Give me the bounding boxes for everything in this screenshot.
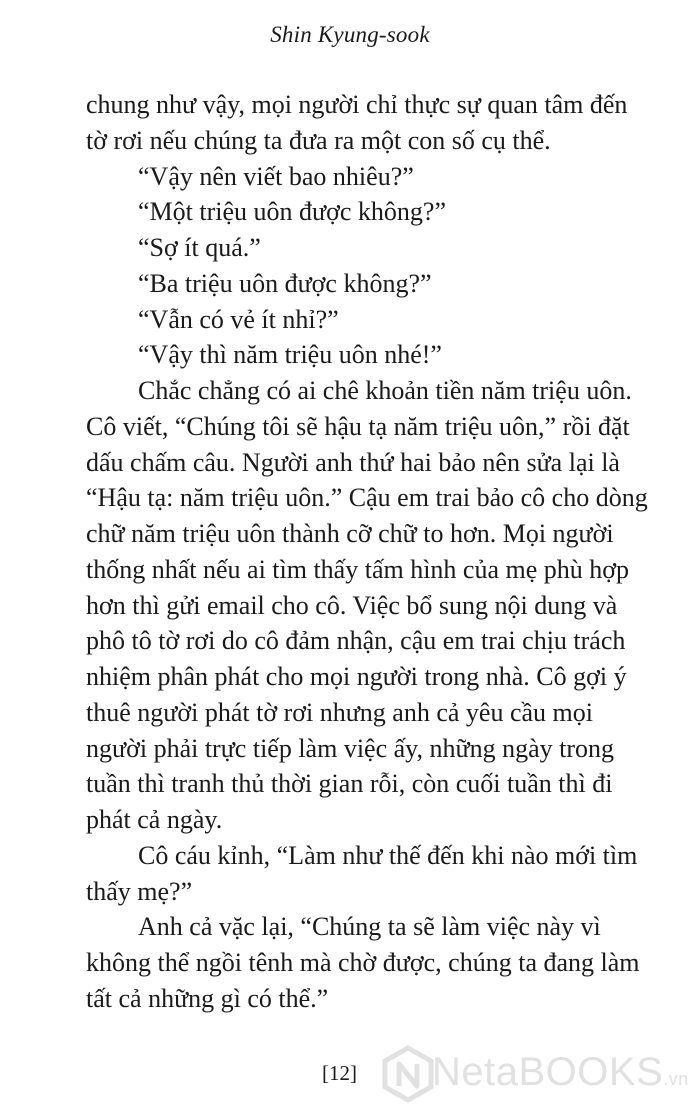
- text-line: thấy mẹ?”: [86, 876, 193, 906]
- watermark-brand-name: NetaBOOKS: [432, 1050, 664, 1094]
- netabooks-logo-icon: [378, 1044, 438, 1104]
- text-line: không thể ngồi tênh mà chờ được, chúng ta đang làm: [86, 948, 640, 977]
- text-line: “Hậu tạ: năm triệu uôn.” Cậu em trai bảo cô cho dòng: [86, 483, 648, 513]
- running-head-author: Shin Kyung-sook: [270, 22, 430, 47]
- text-line: Chắc chẳng có ai chê khoản tiền năm triệu uôn.: [138, 376, 632, 405]
- text-line: Cô viết, “Chúng tôi sẽ hậu tạ năm triệu uôn,” rồi đặt: [86, 411, 630, 441]
- text-line: hơn thì gửi email cho cô. Việc bổ sung nội dung và: [86, 590, 618, 620]
- text-line: “Vậy thì năm triệu uôn nhé!”: [138, 340, 442, 370]
- watermark-domain-suffix: .vn: [663, 1069, 689, 1089]
- text-line: phát cả ngày.: [86, 805, 223, 834]
- text-line: “Vậy nên viết bao nhiêu?”: [138, 161, 414, 191]
- text-line: “Ba triệu uôn được không?”: [138, 268, 432, 298]
- text-line: tờ rơi nếu chúng ta đưa ra một con số cụ thể.: [86, 125, 551, 155]
- text-line: Anh cả vặc lại, “Chúng ta sẽ làm việc này vì: [138, 912, 601, 942]
- text-line: chữ năm triệu uôn thành cỡ chữ to hơn. Mọi người: [86, 519, 614, 548]
- text-line: chung như vậy, mọi người chỉ thực sự quan tâm đến: [86, 90, 628, 119]
- text-line: tất cả những gì có thể.”: [86, 983, 329, 1013]
- text-line: “Một triệu uôn được không?”: [138, 197, 446, 227]
- text-line: thống nhất nếu ai tìm thấy tấm hình của mẹ phù hợp: [86, 554, 630, 584]
- text-line: người phải trực tiếp làm việc ấy, những ngày trong: [86, 733, 614, 763]
- watermark: [378, 1040, 698, 1108]
- text-line: phô tô tờ rơi do cô đảm nhận, cậu em trai chịu trách: [86, 626, 626, 656]
- text-line: nhiệm phân phát cho mọi người trong nhà. Cô gợi ý: [86, 662, 627, 691]
- watermark-brand: [432, 1050, 689, 1095]
- text-line: tuần thì tranh thủ thời gian rỗi, còn cuối tuần thì đi: [86, 769, 613, 799]
- text-line: “Sợ ít quá.”: [138, 233, 261, 262]
- text-line: Cô cáu kỉnh, “Làm như thế đến khi nào mới tìm: [138, 840, 638, 870]
- text-line: dấu chấm câu. Người anh thứ hai bảo nên sửa lại là: [86, 447, 620, 477]
- text-line: “Vẫn có vẻ ít nhỉ?”: [138, 304, 339, 334]
- page-number: [12]: [322, 1061, 357, 1085]
- text-line: thuê người phát tờ rơi nhưng anh cả yêu cầu mọi: [86, 697, 593, 727]
